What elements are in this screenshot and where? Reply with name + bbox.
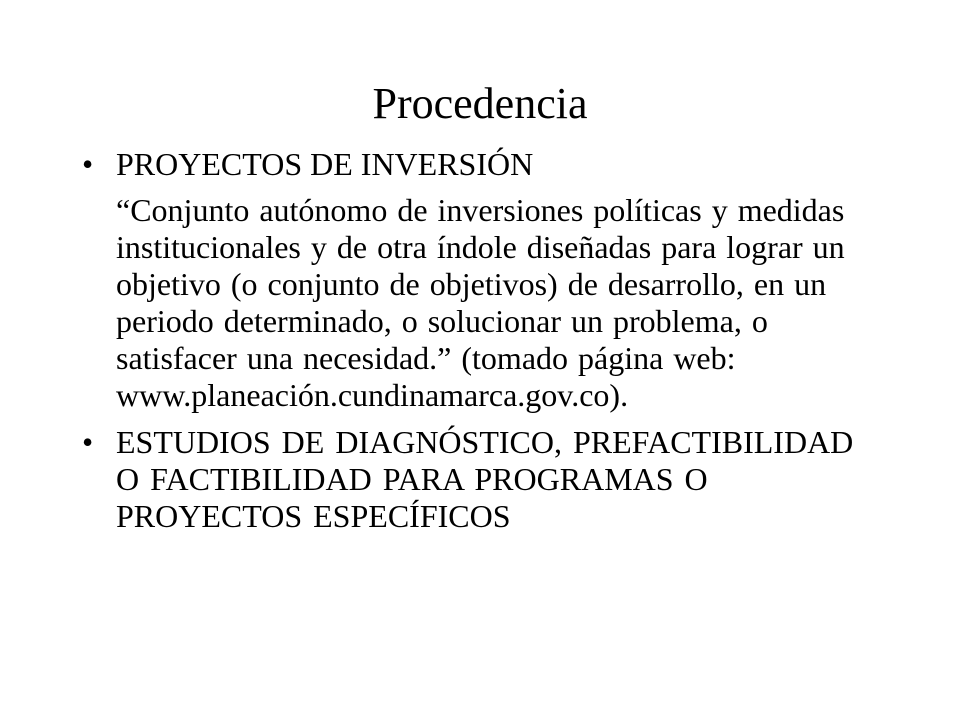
bullet-item-estudios [82,424,882,535]
bullet-text: ESTUDIOS DE DIAGNÓSTICO, PREFACTIBILIDAD O FACTIBILIDAD PARA PROGRAMAS O PROYECTOS ESPECÍFICOS [116,424,854,534]
bullet-heading: PROYECTOS DE INVERSIÓN [116,146,534,182]
slide-title: Procedencia [372,79,588,128]
slide-content [82,146,882,535]
bullet-marker: • [82,424,94,460]
quote-paragraph: “Conjunto autónomo de inversiones políticas y medidas institucionales y de otra índole diseñadas para lograr un objetivo (o conjunto de objetivos) de desarrollo, en un periodo determinado, o solucionar un problema, o satisfacer una necesidad.” (tomado página web: www.planeación.cundinamarca.gov.co). [116,192,845,413]
bullet-marker: • [82,146,94,182]
bullet-item-proyectos [82,146,882,183]
